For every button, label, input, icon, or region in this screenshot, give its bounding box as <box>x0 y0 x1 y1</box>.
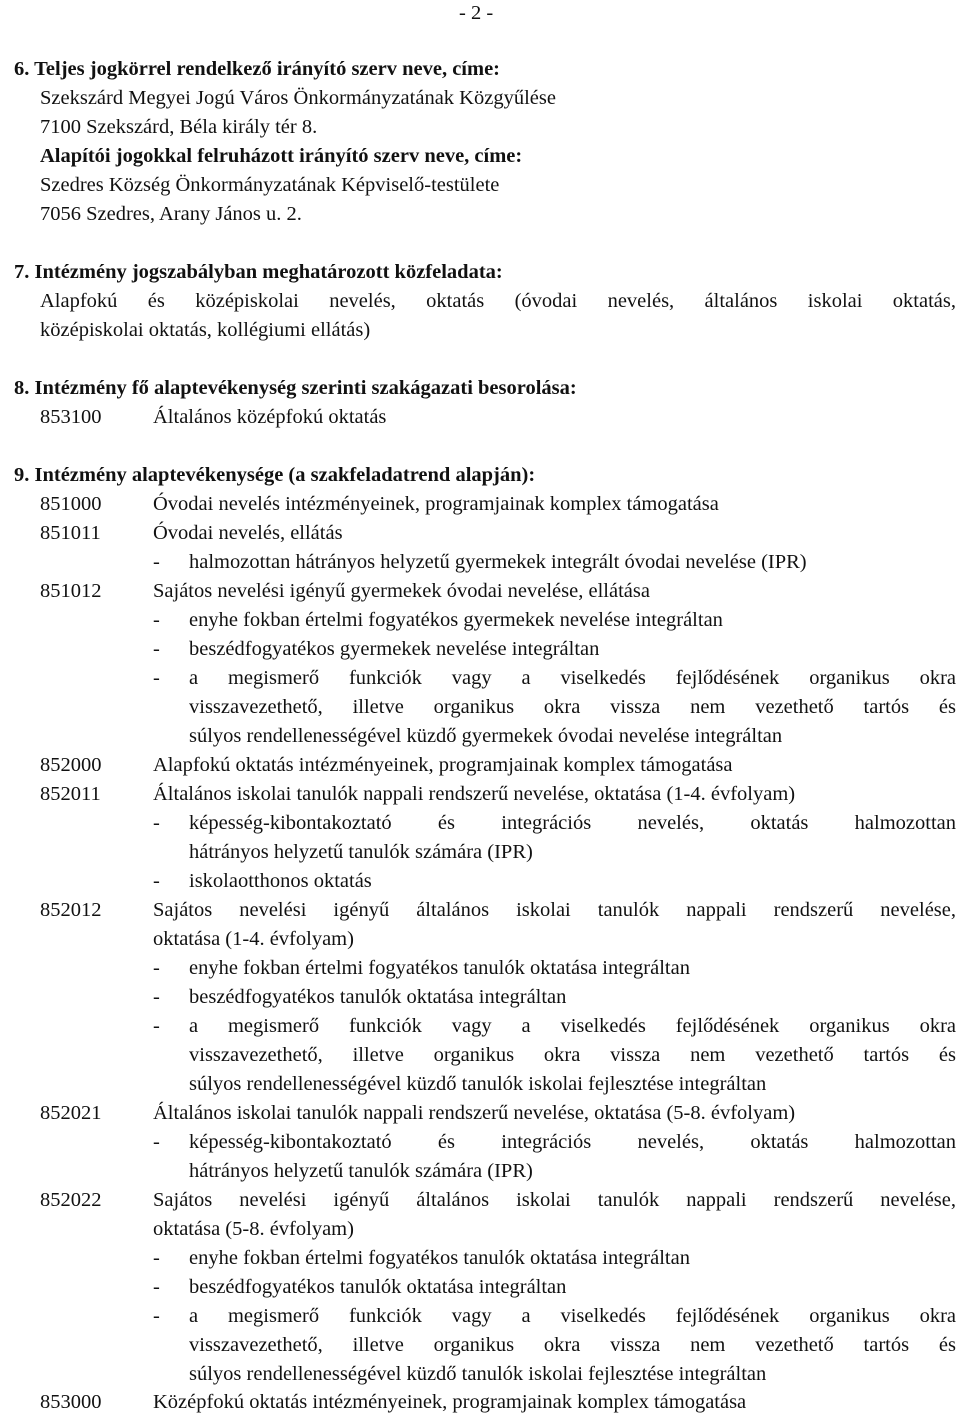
section-6-heading: 6. Teljes jogkörrel rendelkező irányító szerv neve, címe: <box>14 58 501 80</box>
list-dash: - <box>153 986 160 1008</box>
sub-activity: iskolaotthonos oktatás <box>189 870 372 892</box>
sub-activity-continued: visszavezethető, illetve organikus okra vissza nem vezethető tartós és <box>189 1044 956 1066</box>
list-dash: - <box>153 1247 160 1269</box>
sub-activity: beszédfogyatékos tanulók oktatása integráltan <box>189 1276 567 1298</box>
sub-activity-continued: hátrányos helyzetű tanulók számára (IPR) <box>189 1160 533 1182</box>
activity-code: 853100 <box>40 406 102 428</box>
section-6-line: Szekszárd Megyei Jogú Város Önkormányzatának Közgyűlése <box>40 87 556 109</box>
activity-code: 851000 <box>40 493 102 515</box>
list-dash: - <box>153 551 160 573</box>
list-dash: - <box>153 609 160 631</box>
list-dash: - <box>153 638 160 660</box>
list-dash: - <box>153 667 160 689</box>
activity-code: 853000 <box>40 1391 102 1413</box>
list-dash: - <box>153 1276 160 1298</box>
activity-code: 852022 <box>40 1189 102 1211</box>
section-6-line: Szedres Község Önkormányzatának Képviselő-testülete <box>40 174 500 196</box>
sub-activity: képesség-kibontakoztató és integrációs nevelés, oktatás halmozottan <box>189 1131 956 1153</box>
section-7-line: Alapfokú és középiskolai nevelés, oktatás (óvodai nevelés, általános iskolai oktatás, <box>40 290 956 312</box>
list-dash: - <box>153 1305 160 1327</box>
activity-code: 851011 <box>40 522 101 544</box>
list-dash: - <box>153 1131 160 1153</box>
sub-activity: beszédfogyatékos tanulók oktatása integráltan <box>189 986 567 1008</box>
sub-activity-continued: visszavezethető, illetve organikus okra vissza nem vezethető tartós és <box>189 696 956 718</box>
activity-description: Középfokú oktatás intézményeinek, programjainak komplex támogatása <box>153 1391 747 1413</box>
sub-activity: a megismerő funkciók vagy a viselkedés fejlődésének organikus okra <box>189 1305 956 1327</box>
activity-description: Óvodai nevelés intézményeinek, programjainak komplex támogatása <box>153 493 719 515</box>
section-6-line: 7056 Szedres, Arany János u. 2. <box>40 203 302 225</box>
list-dash: - <box>153 812 160 834</box>
activity-description: Általános iskolai tanulók nappali rendszerű nevelése, oktatása (1-4. évfolyam) <box>153 783 796 805</box>
sub-activity-continued: súlyos rendellenességével küzdő gyermekek óvodai nevelése integráltan <box>189 725 783 747</box>
activity-description: Sajátos nevelési igényű általános iskolai tanulók nappali rendszerű nevelése, <box>153 899 956 921</box>
activity-code: 851012 <box>40 580 102 602</box>
activity-description: Általános iskolai tanulók nappali rendszerű nevelése, oktatása (5-8. évfolyam) <box>153 1102 796 1124</box>
sub-activity-continued: súlyos rendellenességével küzdő tanulók iskolai fejlesztése integráltan <box>189 1073 767 1095</box>
section-6-subheading: Alapítói jogokkal felruházott irányító szerv neve, címe: <box>40 145 523 167</box>
activity-description-continued: oktatása (1-4. évfolyam) <box>153 928 354 950</box>
sub-activity-continued: hátrányos helyzetű tanulók számára (IPR) <box>189 841 533 863</box>
sub-activity: halmozottan hátrányos helyzetű gyermekek integrált óvodai nevelése (IPR) <box>189 551 807 573</box>
section-8-heading: 8. Intézmény fő alaptevékenység szerinti szakágazati besorolása: <box>14 377 577 399</box>
sub-activity: enyhe fokban értelmi fogyatékos gyermekek nevelése integráltan <box>189 609 723 631</box>
activity-description: Sajátos nevelési igényű általános iskolai tanulók nappali rendszerű nevelése, <box>153 1189 956 1211</box>
section-9-heading: 9. Intézmény alaptevékenysége (a szakfeladatrend alapján): <box>14 464 536 486</box>
sub-activity: enyhe fokban értelmi fogyatékos tanulók oktatása integráltan <box>189 1247 690 1269</box>
list-dash: - <box>153 957 160 979</box>
activity-code: 852012 <box>40 899 102 921</box>
activity-code: 852021 <box>40 1102 102 1124</box>
sub-activity: képesség-kibontakoztató és integrációs nevelés, oktatás halmozottan <box>189 812 956 834</box>
activity-description-continued: oktatása (5-8. évfolyam) <box>153 1218 354 1240</box>
sub-activity-continued: súlyos rendellenességével küzdő tanulók iskolai fejlesztése integráltan <box>189 1363 767 1385</box>
activity-description: Általános középfokú oktatás <box>153 406 387 428</box>
section-7-line: középiskolai oktatás, kollégiumi ellátás) <box>40 319 371 341</box>
section-6-line: 7100 Szekszárd, Béla király tér 8. <box>40 116 318 138</box>
activity-description: Óvodai nevelés, ellátás <box>153 522 343 544</box>
page-number: - 2 - <box>459 2 494 24</box>
section-7-heading: 7. Intézmény jogszabályban meghatározott közfeladata: <box>14 261 503 283</box>
activity-code: 852011 <box>40 783 101 805</box>
activity-description: Alapfokú oktatás intézményeinek, programjainak komplex támogatása <box>153 754 733 776</box>
sub-activity: beszédfogyatékos gyermekek nevelése integráltan <box>189 638 600 660</box>
sub-activity: a megismerő funkciók vagy a viselkedés fejlődésének organikus okra <box>189 1015 956 1037</box>
sub-activity: enyhe fokban értelmi fogyatékos tanulók oktatása integráltan <box>189 957 690 979</box>
activity-description: Sajátos nevelési igényű gyermekek óvodai nevelése, ellátása <box>153 580 650 602</box>
list-dash: - <box>153 870 160 892</box>
sub-activity-continued: visszavezethető, illetve organikus okra vissza nem vezethető tartós és <box>189 1334 956 1356</box>
sub-activity: a megismerő funkciók vagy a viselkedés fejlődésének organikus okra <box>189 667 956 689</box>
activity-code: 852000 <box>40 754 102 776</box>
list-dash: - <box>153 1015 160 1037</box>
